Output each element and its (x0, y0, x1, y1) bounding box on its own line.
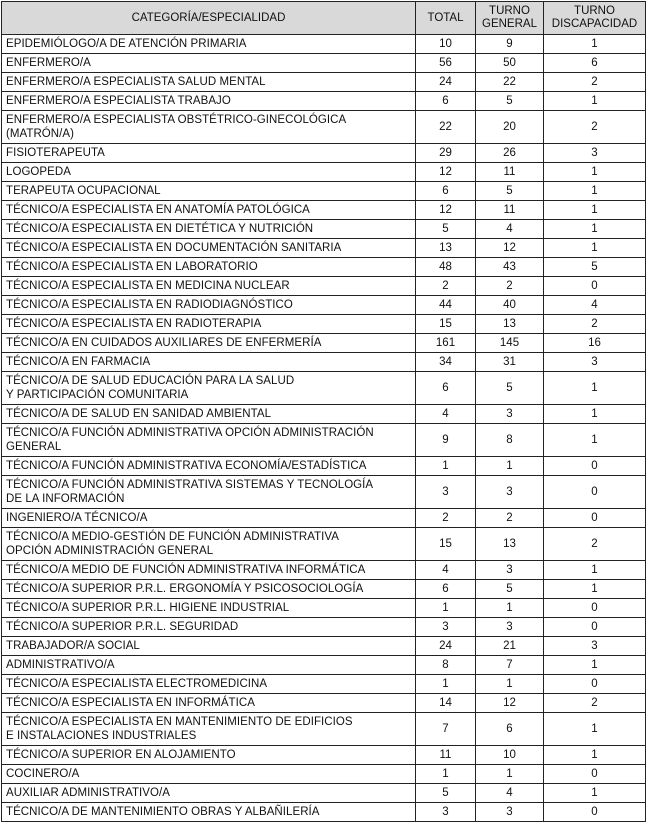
table-row (2, 239, 646, 258)
cell-general: 1 (476, 599, 544, 618)
cell-total: 2 (416, 277, 476, 296)
cell-category: LOGOPEDA (2, 163, 416, 182)
cell-disability: 1 (544, 163, 646, 182)
cell-disability: 1 (544, 182, 646, 201)
table-row (2, 528, 646, 561)
cell-category: FISIOTERAPEUTA (2, 144, 416, 163)
cell-total: 3 (416, 618, 476, 637)
table-row (2, 258, 646, 277)
cell-category: TÉCNICO/A ESPECIALISTA EN RADIODIAGNÓSTICO (2, 296, 416, 315)
cell-total: 1 (416, 765, 476, 784)
cell-total: 6 (416, 182, 476, 201)
cell-total: 29 (416, 144, 476, 163)
cell-general: 3 (476, 618, 544, 637)
table-row (2, 457, 646, 476)
table-row (2, 599, 646, 618)
cell-disability: 1 (544, 92, 646, 111)
table-row (2, 163, 646, 182)
table-row (2, 182, 646, 201)
cell-category: TÉCNICO/A ESPECIALISTA EN RADIOTERAPIA (2, 315, 416, 334)
cell-disability: 1 (544, 656, 646, 675)
table-row (2, 765, 646, 784)
cell-general: 22 (476, 73, 544, 92)
cell-category: TÉCNICO/A ESPECIALISTA EN INFORMÁTICA (2, 694, 416, 713)
cell-category: ENFERMERO/A ESPECIALISTA OBSTÉTRICO-GINECOLÓGICA (MATRÓN/A) (2, 111, 416, 144)
cell-disability: 0 (544, 599, 646, 618)
cell-total: 24 (416, 73, 476, 92)
table-row (2, 784, 646, 803)
cell-disability: 0 (544, 675, 646, 694)
cell-category: TÉCNICO/A SUPERIOR P.R.L. HIGIENE INDUSTRIAL (2, 599, 416, 618)
table-row (2, 54, 646, 73)
cell-total: 4 (416, 561, 476, 580)
cell-disability: 3 (544, 353, 646, 372)
cell-disability: 1 (544, 35, 646, 54)
cell-disability: 1 (544, 372, 646, 405)
cell-total: 13 (416, 239, 476, 258)
cell-general: 13 (476, 528, 544, 561)
cell-total: 8 (416, 656, 476, 675)
cell-general: 5 (476, 372, 544, 405)
cell-disability: 16 (544, 334, 646, 353)
cell-total: 34 (416, 353, 476, 372)
cell-disability: 3 (544, 637, 646, 656)
cell-category: TÉCNICO/A ESPECIALISTA EN LABORATORIO (2, 258, 416, 277)
cell-disability: 1 (544, 220, 646, 239)
cell-total: 7 (416, 713, 476, 746)
cell-disability: 1 (544, 713, 646, 746)
table-row (2, 713, 646, 746)
cell-total: 11 (416, 746, 476, 765)
cell-category: TÉCNICO/A FUNCIÓN ADMINISTRATIVA OPCIÓN ADMINISTRACIÓN GENERAL (2, 424, 416, 457)
cell-disability: 2 (544, 111, 646, 144)
cell-general: 31 (476, 353, 544, 372)
cell-category: COCINERO/A (2, 765, 416, 784)
table-row (2, 334, 646, 353)
cell-disability: 0 (544, 765, 646, 784)
cell-total: 15 (416, 315, 476, 334)
cell-disability: 0 (544, 509, 646, 528)
cell-disability: 1 (544, 746, 646, 765)
table-row (2, 405, 646, 424)
cell-category: AUXILIAR ADMINISTRATIVO/A (2, 784, 416, 803)
cell-category: TÉCNICO/A SUPERIOR P.R.L. ERGONOMÍA Y PSICOSOCIOLOGÍA (2, 580, 416, 599)
cell-general: 40 (476, 296, 544, 315)
cell-total: 6 (416, 92, 476, 111)
cell-disability: 1 (544, 784, 646, 803)
cell-general: 4 (476, 784, 544, 803)
table-row (2, 561, 646, 580)
cell-general: 1 (476, 457, 544, 476)
cell-disability: 1 (544, 201, 646, 220)
cell-total: 5 (416, 784, 476, 803)
table-row (2, 618, 646, 637)
header-row (2, 2, 646, 35)
cell-disability: 4 (544, 296, 646, 315)
cell-disability: 3 (544, 144, 646, 163)
cell-category: TÉCNICO/A SUPERIOR EN ALOJAMIENTO (2, 746, 416, 765)
header-disability: TURNO DISCAPACIDAD (544, 2, 646, 35)
cell-total: 1 (416, 675, 476, 694)
cell-general: 1 (476, 765, 544, 784)
table-row (2, 509, 646, 528)
table-body (2, 35, 646, 822)
table-row (2, 92, 646, 111)
cell-general: 12 (476, 694, 544, 713)
cell-general: 5 (476, 580, 544, 599)
cell-category: TÉCNICO/A ESPECIALISTA EN MEDICINA NUCLEAR (2, 277, 416, 296)
cell-category: TERAPEUTA OCUPACIONAL (2, 182, 416, 201)
cell-category: TRABAJADOR/A SOCIAL (2, 637, 416, 656)
cell-disability: 2 (544, 694, 646, 713)
table-row (2, 476, 646, 509)
cell-general: 8 (476, 424, 544, 457)
header-category: CATEGORÍA/ESPECIALIDAD (2, 2, 416, 35)
cell-total: 9 (416, 424, 476, 457)
cell-disability: 2 (544, 315, 646, 334)
cell-total: 1 (416, 457, 476, 476)
cell-general: 10 (476, 746, 544, 765)
cell-disability: 0 (544, 618, 646, 637)
cell-general: 13 (476, 315, 544, 334)
cell-general: 6 (476, 713, 544, 746)
cell-category: EPIDEMIÓLOGO/A DE ATENCIÓN PRIMARIA (2, 35, 416, 54)
cell-disability: 1 (544, 424, 646, 457)
cell-total: 10 (416, 35, 476, 54)
cell-general: 1 (476, 675, 544, 694)
cell-category: TÉCNICO/A ESPECIALISTA EN MANTENIMIENTO DE EDIFICIOS E INSTALACIONES INDUSTRIALES (2, 713, 416, 746)
table-row (2, 694, 646, 713)
cell-category: TÉCNICO/A DE SALUD EN SANIDAD AMBIENTAL (2, 405, 416, 424)
cell-total: 12 (416, 201, 476, 220)
cell-total: 44 (416, 296, 476, 315)
cell-total: 22 (416, 111, 476, 144)
table-row (2, 580, 646, 599)
cell-total: 5 (416, 220, 476, 239)
cell-total: 15 (416, 528, 476, 561)
table-row (2, 277, 646, 296)
header-total: TOTAL (416, 2, 476, 35)
cell-category: INGENIERO/A TÉCNICO/A (2, 509, 416, 528)
cell-general: 9 (476, 35, 544, 54)
cell-category: ENFERMERO/A ESPECIALISTA TRABAJO (2, 92, 416, 111)
cell-disability: 0 (544, 457, 646, 476)
cell-category: ENFERMERO/A (2, 54, 416, 73)
cell-category: TÉCNICO/A ESPECIALISTA ELECTROMEDICINA (2, 675, 416, 694)
cell-general: 145 (476, 334, 544, 353)
table-row (2, 201, 646, 220)
table-row (2, 315, 646, 334)
cell-general: 11 (476, 163, 544, 182)
cell-category: TÉCNICO/A EN FARMACIA (2, 353, 416, 372)
table-row (2, 296, 646, 315)
cell-total: 24 (416, 637, 476, 656)
cell-total: 56 (416, 54, 476, 73)
cell-general: 3 (476, 476, 544, 509)
cell-disability: 6 (544, 54, 646, 73)
cell-category: TÉCNICO/A SUPERIOR P.R.L. SEGURIDAD (2, 618, 416, 637)
cell-general: 21 (476, 637, 544, 656)
cell-general: 3 (476, 803, 544, 822)
header-general: TURNO GENERAL (476, 2, 544, 35)
cell-category: TÉCNICO/A FUNCIÓN ADMINISTRATIVA ECONOMÍA/ESTADÍSTICA (2, 457, 416, 476)
cell-category: TÉCNICO/A MEDIO-GESTIÓN DE FUNCIÓN ADMINISTRATIVA OPCIÓN ADMINISTRACIÓN GENERAL (2, 528, 416, 561)
table-row (2, 675, 646, 694)
cell-category: TÉCNICO/A DE SALUD EDUCACIÓN PARA LA SALUD Y PARTICIPACIÓN COMUNITARIA (2, 372, 416, 405)
cell-category: TÉCNICO/A ESPECIALISTA EN DOCUMENTACIÓN SANITARIA (2, 239, 416, 258)
cell-disability: 0 (544, 277, 646, 296)
cell-category: ENFERMERO/A ESPECIALISTA SALUD MENTAL (2, 73, 416, 92)
cell-category: TÉCNICO/A MEDIO DE FUNCIÓN ADMINISTRATIVA INFORMÁTICA (2, 561, 416, 580)
cell-total: 6 (416, 580, 476, 599)
cell-total: 14 (416, 694, 476, 713)
cell-disability: 1 (544, 580, 646, 599)
table-row (2, 803, 646, 822)
cell-total: 12 (416, 163, 476, 182)
cell-general: 50 (476, 54, 544, 73)
table-row (2, 424, 646, 457)
cell-disability: 1 (544, 239, 646, 258)
cell-general: 5 (476, 92, 544, 111)
cell-general: 5 (476, 182, 544, 201)
table-row (2, 656, 646, 675)
cell-total: 161 (416, 334, 476, 353)
cell-category: TÉCNICO/A FUNCIÓN ADMINISTRATIVA SISTEMAS Y TECNOLOGÍA DE LA INFORMACIÓN (2, 476, 416, 509)
cell-category: TÉCNICO/A ESPECIALISTA EN ANATOMÍA PATOLÓGICA (2, 201, 416, 220)
cell-disability: 2 (544, 73, 646, 92)
cell-general: 7 (476, 656, 544, 675)
cell-disability: 1 (544, 561, 646, 580)
cell-category: ADMINISTRATIVO/A (2, 656, 416, 675)
cell-general: 43 (476, 258, 544, 277)
table-row (2, 144, 646, 163)
cell-disability: 2 (544, 528, 646, 561)
cell-total: 3 (416, 803, 476, 822)
cell-general: 2 (476, 509, 544, 528)
table-row (2, 35, 646, 54)
cell-category: TÉCNICO/A ESPECIALISTA EN DIETÉTICA Y NUTRICIÓN (2, 220, 416, 239)
table-row (2, 353, 646, 372)
cell-total: 4 (416, 405, 476, 424)
cell-total: 1 (416, 599, 476, 618)
table-row (2, 220, 646, 239)
cell-category: TÉCNICO/A EN CUIDADOS AUXILIARES DE ENFERMERÍA (2, 334, 416, 353)
cell-general: 3 (476, 561, 544, 580)
cell-general: 20 (476, 111, 544, 144)
cell-total: 2 (416, 509, 476, 528)
cell-general: 3 (476, 405, 544, 424)
cell-disability: 5 (544, 258, 646, 277)
cell-total: 3 (416, 476, 476, 509)
cell-general: 12 (476, 239, 544, 258)
table-row (2, 637, 646, 656)
cell-general: 2 (476, 277, 544, 296)
table-row (2, 746, 646, 765)
cell-total: 48 (416, 258, 476, 277)
table-row (2, 73, 646, 92)
cell-general: 26 (476, 144, 544, 163)
table-row (2, 111, 646, 144)
cell-disability: 0 (544, 803, 646, 822)
table-row (2, 372, 646, 405)
cell-disability: 0 (544, 476, 646, 509)
cell-disability: 1 (544, 405, 646, 424)
cell-total: 6 (416, 372, 476, 405)
cell-general: 4 (476, 220, 544, 239)
cell-general: 11 (476, 201, 544, 220)
positions-table (1, 1, 646, 822)
table-header (2, 2, 646, 35)
cell-category: TÉCNICO/A DE MANTENIMIENTO OBRAS Y ALBAÑILERÍA (2, 803, 416, 822)
